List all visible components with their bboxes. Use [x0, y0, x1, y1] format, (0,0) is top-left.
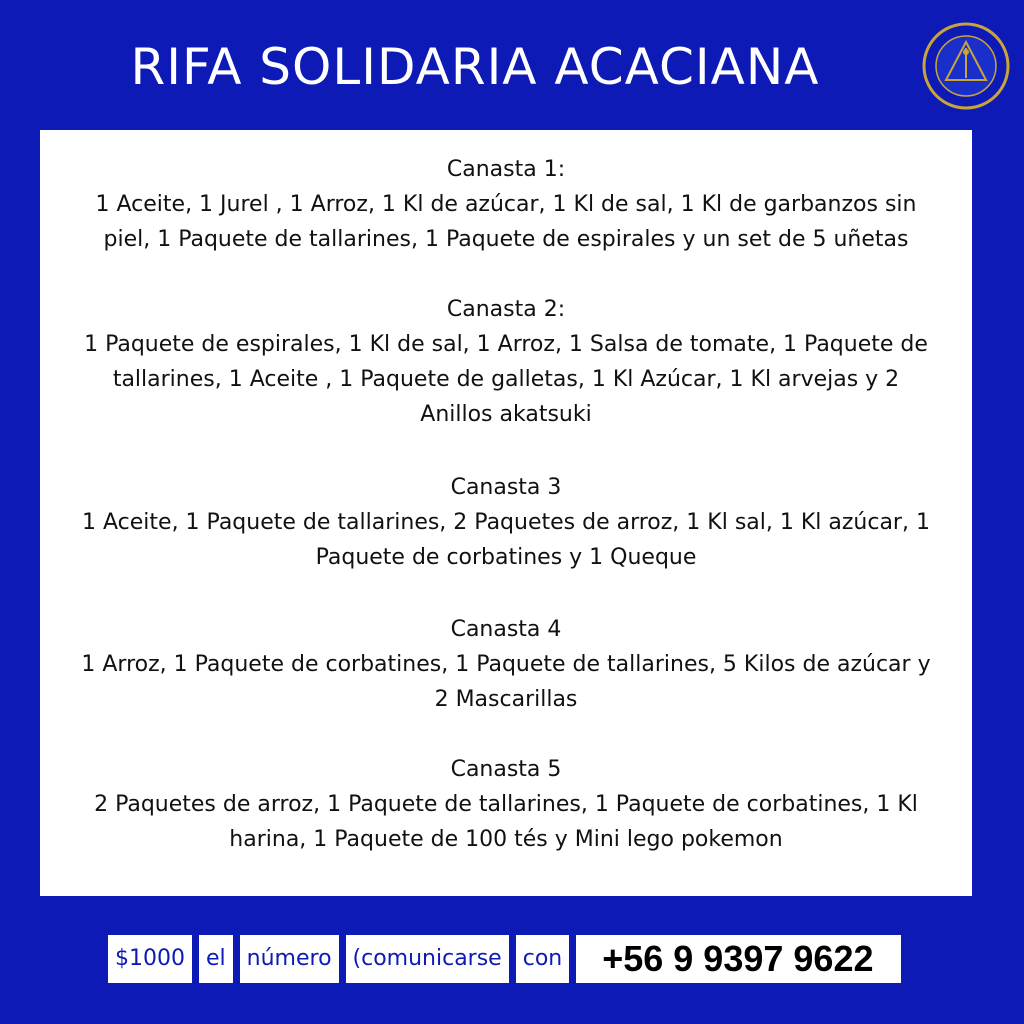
basket-5	[80, 752, 932, 857]
basket-4	[80, 612, 932, 717]
basket-title: Canasta 2:	[446, 297, 566, 322]
basket-items: 1 Arroz, 1 Paquete de corbatines, 1 Paquete de tallarines, 5 Kilos de azúcar y 2 Mascarillas	[81, 652, 931, 712]
basket-items: 1 Aceite, 1 Jurel , 1 Arroz, 1 Kl de azúcar, 1 Kl de sal, 1 Kl de garbanzos sin piel, 1 Paquete de tallarines, 1 Paquete de espirales y un set de 5 uñetas	[95, 192, 917, 252]
school-logo	[922, 22, 1010, 110]
word-el: el	[199, 935, 233, 983]
basket-items: 2 Paquetes de arroz, 1 Paquete de tallarines, 1 Paquete de corbatines, 1 Kl harina, 1 Paquete de 100 tés y Mini lego pokemon	[94, 792, 918, 852]
price-footer	[108, 935, 901, 983]
phone-number[interactable]: +56 9 9397 9622	[576, 935, 901, 983]
price-label: $1000	[108, 935, 192, 983]
basket-3	[80, 470, 932, 575]
word-contact: (comunicarse	[346, 935, 509, 983]
basket-items: 1 Aceite, 1 Paquete de tallarines, 2 Paquetes de arroz, 1 Kl sal, 1 Kl azúcar, 1 Paquete de corbatines y 1 Queque	[82, 510, 930, 570]
word-numero: número	[240, 935, 339, 983]
prizes-panel	[40, 130, 972, 896]
page-title: RIFA SOLIDARIA ACACIANA	[130, 38, 820, 96]
basket-title: Canasta 1:	[446, 157, 566, 182]
basket-title: Canasta 4	[450, 617, 562, 642]
basket-title: Canasta 3	[450, 475, 562, 500]
basket-1	[80, 152, 932, 257]
word-con: con	[516, 935, 570, 983]
basket-2	[80, 292, 932, 432]
basket-items: 1 Paquete de espirales, 1 Kl de sal, 1 Arroz, 1 Salsa de tomate, 1 Paquete de tallarines, 1 Aceite , 1 Paquete de galletas, 1 Kl Azúcar, 1 Kl arvejas y 2 Anillos akatsuki	[84, 332, 928, 427]
basket-title: Canasta 5	[450, 757, 562, 782]
